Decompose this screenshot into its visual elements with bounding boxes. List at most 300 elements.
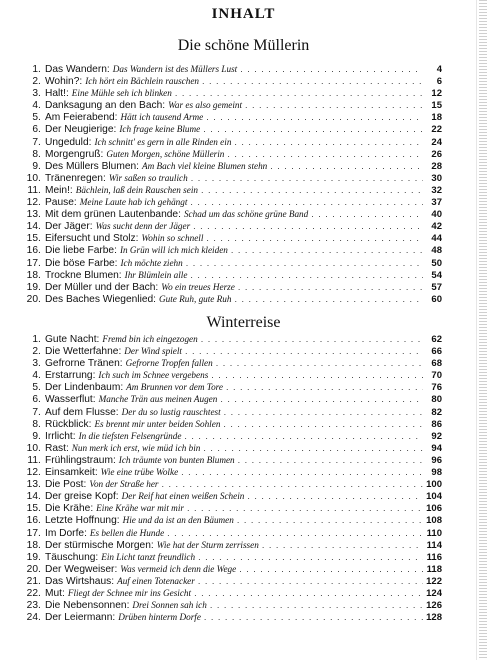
toc-list-schoene-muellerin: [22, 63, 442, 305]
toc-entry: [22, 220, 442, 232]
dot-leader: [175, 87, 423, 99]
title-separator: :: [92, 370, 96, 382]
number-period: .: [38, 88, 41, 100]
toc-entry-page-number: 4: [436, 64, 442, 75]
toc-entry-title: Das Wirtshaus: [45, 575, 112, 587]
toc-entry-title: Der greise Kopf: [45, 491, 116, 503]
dot-leader: [220, 393, 423, 405]
number-period: .: [38, 64, 41, 75]
number-period: .: [38, 209, 41, 221]
toc-entry-first-line: Am Brunnen vor dem Tore: [126, 382, 223, 393]
number-period: .: [38, 124, 41, 136]
dot-leader: [238, 454, 423, 466]
number-period: .: [38, 442, 41, 454]
title-separator: :: [72, 430, 76, 442]
title-separator: :: [126, 600, 130, 612]
dot-leader: [227, 148, 423, 160]
number-period: .: [38, 551, 41, 563]
toc-entry-title: Die liebe Farbe: [45, 245, 115, 257]
toc-entry-first-line: Es bellen die Hunde: [89, 527, 165, 538]
toc-entry-number: 11: [27, 454, 38, 466]
toc-entry-first-line: Drüben hinterm Dorfe: [118, 612, 201, 623]
toc-entry: [22, 430, 442, 442]
dot-leader: [204, 611, 423, 623]
toc-entry-page-number: 42: [431, 221, 442, 233]
toc-entry-first-line: Am Bach viel kleine Blumen stehn: [142, 160, 268, 171]
title-separator: :: [116, 515, 120, 527]
title-separator: :: [112, 454, 116, 466]
toc-entry-page-number: 57: [431, 281, 442, 293]
title-separator: :: [96, 334, 100, 345]
toc-entry-page-number: 82: [431, 406, 442, 418]
toc-entry-first-line: Ich frage keine Blume: [119, 124, 201, 135]
title-separator: :: [94, 467, 98, 479]
toc-entry: [22, 527, 442, 539]
toc-entry-title: Wasserflut: [45, 394, 93, 406]
toc-entry-page-number: 116: [426, 551, 442, 563]
toc-entry: [22, 136, 442, 148]
title-separator: :: [118, 269, 122, 281]
toc-entry-title: Am Feierabend: [45, 112, 115, 124]
dot-leader: [187, 502, 423, 514]
toc-entry-title: Letzte Hoffnung: [45, 515, 117, 527]
toc-entry-page-number: 62: [431, 334, 442, 345]
toc-entry-title: Des Müllers Blumen: [45, 160, 137, 172]
toc-entry-first-line: Ich schnitt' es gern in alle Rinden ein: [94, 136, 232, 147]
toc-entry-title: Auf dem Flusse: [45, 406, 116, 418]
toc-entry-number: 12: [26, 197, 38, 209]
toc-entry-number: 2: [32, 346, 38, 358]
number-period: .: [38, 281, 41, 293]
toc-entry-first-line: Wie eine trübe Wolke: [100, 467, 179, 478]
toc-entry-title: Täuschung: [45, 551, 96, 563]
dot-leader: [240, 63, 423, 75]
toc-entry: [22, 184, 442, 196]
title-separator: :: [102, 172, 106, 184]
toc-entry-page-number: 68: [431, 358, 442, 370]
toc-entry-first-line: Was sucht denn der Jäger: [95, 221, 191, 232]
dot-leader: [210, 599, 423, 611]
dot-leader: [206, 111, 423, 123]
toc-entry-page-number: 6: [436, 76, 442, 88]
toc-entry: [22, 539, 442, 551]
number-period: .: [38, 418, 41, 430]
toc-entry: [22, 232, 442, 244]
toc-entry-title: Die Wetterfahne: [45, 346, 119, 358]
document-title: INHALT: [211, 6, 276, 22]
toc-entry-page-number: 54: [431, 269, 442, 281]
toc-entry-page-number: 104: [426, 491, 442, 503]
toc-entry-page-number: 26: [431, 148, 442, 160]
toc-entry-title: Gute Nacht: [45, 334, 97, 345]
toc-entry-first-line: War es also gemeint: [168, 100, 243, 111]
toc-entry-number: 24: [26, 612, 38, 624]
toc-entry: [22, 575, 442, 587]
toc-entry-first-line: Manche Trän aus meinen Augen: [98, 394, 218, 405]
toc-entry-page-number: 66: [431, 346, 442, 358]
number-period: .: [38, 293, 41, 305]
toc-entry-first-line: Meine Laute hab ich gehängt: [79, 197, 188, 208]
title-separator: :: [136, 160, 139, 172]
toc-entry-first-line: Gute Ruh, gute Ruh: [159, 293, 232, 304]
toc-entry-number: 4: [32, 100, 38, 112]
toc-entry: [22, 148, 442, 160]
number-period: .: [38, 515, 41, 527]
toc-entry: [22, 599, 442, 611]
toc-entry: [22, 587, 442, 599]
toc-entry: [22, 333, 442, 345]
toc-entry-first-line: Drei Sonnen sah ich: [132, 600, 207, 611]
toc-entry-title: Wohin?: [45, 76, 80, 88]
toc-entry-page-number: 30: [431, 172, 442, 184]
toc-entry-page-number: 18: [431, 112, 442, 124]
dot-leader: [311, 208, 423, 220]
toc-entry: [22, 281, 442, 293]
toc-entry: [22, 87, 442, 99]
toc-entry: [22, 172, 442, 184]
dot-leader: [186, 257, 423, 269]
number-period: .: [38, 245, 41, 257]
toc-entry-page-number: 92: [431, 430, 442, 442]
dot-leader: [191, 172, 423, 184]
toc-entry-number: 13: [26, 209, 38, 221]
toc-entry: [22, 478, 442, 490]
toc-entry-first-line: In die tiefsten Felsengründe: [78, 430, 182, 441]
dot-leader: [202, 75, 423, 87]
toc-entry: [22, 293, 442, 305]
toc-entry-first-line: Es brennt mir unter beiden Sohlen: [94, 418, 221, 429]
toc-entry-page-number: 22: [431, 124, 442, 136]
dot-leader: [203, 442, 423, 454]
number-period: .: [38, 539, 41, 551]
toc-entry-number: 9: [32, 160, 38, 172]
title-separator: :: [92, 394, 96, 406]
dot-leader: [203, 123, 423, 135]
title-separator: :: [73, 197, 77, 209]
number-period: .: [38, 563, 41, 575]
toc-entry-page-number: 98: [431, 467, 442, 479]
dot-leader: [184, 430, 423, 442]
title-separator: :: [119, 358, 123, 370]
toc-entry: [22, 357, 442, 369]
toc-entry-number: 8: [32, 148, 38, 160]
toc-entry-page-number: 28: [431, 160, 442, 172]
title-separator: :: [113, 124, 117, 136]
toc-entry-title: Morgengruß: [45, 148, 101, 160]
toc-entry-page-number: 44: [431, 233, 442, 245]
toc-entry-title: Mut: [45, 587, 62, 599]
toc-entry-page-number: 60: [431, 293, 442, 305]
toc-entry-first-line: Nun merk ich erst, wie müd ich bin: [71, 442, 201, 453]
toc-entry-page-number: 128: [426, 612, 442, 624]
toc-entry-number: 13: [26, 479, 38, 491]
title-separator: :: [114, 563, 118, 575]
toc-entry-title: Die böse Farbe: [45, 257, 115, 269]
toc-entry-page-number: 122: [426, 575, 442, 587]
number-period: .: [38, 112, 41, 124]
toc-entry: [22, 111, 442, 123]
toc-entry-page-number: 40: [431, 209, 442, 221]
toc-entry-number: 14: [26, 221, 38, 233]
toc-entry-number: 4: [32, 370, 38, 382]
number-period: .: [38, 221, 41, 233]
toc-entry-first-line: Auf einen Totenacker: [117, 575, 195, 586]
toc-entry-page-number: 110: [426, 527, 442, 539]
number-period: .: [38, 346, 41, 358]
toc-entry-number: 1: [32, 334, 38, 345]
toc-entry-number: 18: [26, 539, 38, 551]
dot-leader: [262, 539, 423, 551]
number-period: .: [38, 269, 41, 281]
title-separator: :: [89, 221, 93, 233]
toc-entry: [22, 381, 442, 393]
toc-entry: [22, 563, 442, 575]
toc-entry-number: 2: [32, 76, 38, 88]
toc-entry-first-line: Schad um das schöne grüne Band: [183, 209, 309, 220]
toc-entry: [22, 406, 442, 418]
toc-entry-first-line: Ich such im Schnee vergebens: [98, 370, 209, 381]
dot-leader: [198, 551, 423, 563]
toc-entry-page-number: 118: [426, 563, 442, 575]
toc-entry: [22, 442, 442, 454]
toc-entry-title: Der Jäger: [45, 221, 90, 233]
toc-entry-title: Der stürmische Morgen: [45, 539, 151, 551]
toc-entry-title: Der Wegweiser: [45, 563, 115, 575]
toc-entry-title: Ungeduld: [45, 136, 89, 148]
title-separator: :: [61, 587, 65, 599]
dot-leader: [238, 281, 423, 293]
toc-entry: [22, 257, 442, 269]
toc-entry-title: Die Nebensonnen: [45, 600, 127, 612]
number-period: .: [38, 160, 41, 172]
number-period: .: [38, 370, 41, 382]
toc-entry-page-number: 114: [426, 539, 442, 551]
toc-entry-first-line: Gefrorne Tropfen fallen: [125, 358, 213, 369]
title-separator: :: [88, 418, 92, 430]
toc-entry-first-line: Von der Straße her: [89, 479, 159, 490]
toc-entry-number: 6: [32, 124, 38, 136]
toc-entry-page-number: 76: [431, 382, 442, 394]
toc-entry-first-line: Das Wandern ist des Müllers Lust: [112, 64, 238, 74]
number-period: .: [38, 587, 41, 599]
toc-entry-number: 3: [32, 88, 38, 100]
number-period: .: [38, 600, 41, 612]
toc-entry-page-number: 50: [431, 257, 442, 269]
toc-entry: [22, 196, 442, 208]
toc-entry: [22, 490, 442, 502]
title-separator: :: [114, 112, 118, 124]
number-period: .: [38, 136, 41, 148]
toc-entry-title: Irrlicht: [45, 430, 73, 442]
dot-leader: [270, 160, 423, 172]
dot-leader: [247, 490, 423, 502]
toc-entry-page-number: 37: [431, 197, 442, 209]
dot-leader: [226, 381, 423, 393]
dot-leader: [224, 406, 423, 418]
dot-leader: [190, 269, 423, 281]
title-separator: :: [88, 136, 92, 148]
dot-leader: [237, 514, 423, 526]
toc-entry-number: 16: [26, 245, 38, 257]
toc-entry: [22, 160, 442, 172]
toc-entry-first-line: Ich träumte von bunten Blumen: [118, 454, 235, 465]
toc-entry: [22, 393, 442, 405]
toc-entry-first-line: Eine Krähe war mit mir: [96, 503, 184, 514]
title-separator: :: [162, 100, 166, 112]
dot-leader: [211, 369, 423, 381]
toc-entry-first-line: Ihr Blümlein alle: [124, 269, 188, 280]
toc-entry: [22, 63, 442, 75]
title-separator: :: [106, 64, 110, 75]
dot-leader: [162, 478, 423, 490]
toc-entry-page-number: 86: [431, 418, 442, 430]
toc-entry-page-number: 15: [431, 100, 442, 112]
toc-entry: [22, 514, 442, 526]
toc-entry-title: Die Post: [45, 479, 84, 491]
dot-leader: [234, 136, 423, 148]
toc-entry: [22, 611, 442, 623]
title-separator: :: [112, 612, 116, 624]
number-period: .: [38, 467, 41, 479]
dot-leader: [234, 293, 423, 305]
dot-leader: [223, 418, 423, 430]
number-period: .: [38, 454, 41, 466]
dot-leader: [201, 333, 423, 345]
toc-entry-number: 19: [26, 551, 38, 563]
toc-entry-page-number: 100: [426, 479, 442, 491]
title-separator: :: [153, 293, 157, 305]
section-title-schoene-muellerin: Die schöne Müllerin: [177, 37, 310, 54]
title-separator: :: [65, 442, 69, 454]
toc-entry-title: Der Müller und der Bach: [45, 281, 156, 293]
dot-leader: [239, 563, 423, 575]
toc-entry-first-line: Eine Mühle seh ich blinken: [71, 88, 172, 99]
number-period: .: [38, 257, 41, 269]
toc-entry: [22, 75, 442, 87]
toc-entry-title: Danksagung an den Bach: [45, 100, 163, 112]
title-separator: :: [79, 76, 83, 88]
number-period: .: [38, 527, 41, 539]
toc-entry-number: 7: [32, 136, 38, 148]
number-period: .: [38, 575, 41, 587]
toc-entry-number: 17: [26, 257, 38, 269]
title-separator: :: [150, 539, 154, 551]
toc-entry-first-line: Guten Morgen, schöne Müllerin: [106, 148, 225, 159]
toc-entry-number: 23: [26, 600, 38, 612]
title-separator: :: [118, 346, 122, 358]
toc-entry-first-line: Wohin so schnell: [141, 233, 204, 244]
number-period: .: [38, 197, 41, 209]
title-separator: :: [65, 88, 69, 100]
toc-entry-number: 15: [26, 233, 38, 245]
number-period: .: [38, 503, 41, 515]
toc-entry-first-line: Ich hört ein Bächlein rauschen: [85, 76, 199, 87]
toc-entry-first-line: Fliegt der Schnee mir ins Gesicht: [67, 587, 192, 598]
title-separator: :: [120, 382, 124, 394]
toc-entry-page-number: 94: [431, 442, 442, 454]
title-separator: :: [69, 184, 73, 196]
dot-leader: [198, 575, 423, 587]
dot-leader: [194, 587, 423, 599]
number-period: .: [38, 100, 41, 112]
number-period: .: [38, 184, 41, 196]
toc-entry-number: 5: [32, 112, 38, 124]
dot-leader: [201, 184, 423, 196]
toc-entry-number: 1: [32, 64, 38, 75]
toc-entry: [22, 369, 442, 381]
dot-leader: [193, 220, 423, 232]
toc-entry: [22, 345, 442, 357]
toc-entry-first-line: Ein Licht tanzt freundlich: [101, 551, 196, 562]
toc-entry-title: Pause: [45, 197, 74, 209]
toc-entry: [22, 244, 442, 256]
toc-entry-page-number: 108: [426, 515, 442, 527]
toc-entry-first-line: Bächlein, laß dein Rauschen sein: [75, 184, 198, 195]
toc-entry-page-number: 96: [431, 454, 442, 466]
title-separator: :: [115, 406, 119, 418]
dot-leader: [231, 244, 423, 256]
toc-entry-number: 8: [32, 418, 38, 430]
toc-entry-title: Der Lindenbaum: [45, 382, 121, 394]
toc-entry-page-number: 124: [426, 587, 442, 599]
toc-entry: [22, 466, 442, 478]
toc-entry-first-line: Fremd bin ich eingezogen: [102, 334, 198, 344]
toc-entry-page-number: 32: [431, 184, 442, 196]
title-separator: :: [114, 257, 118, 269]
toc-entry-page-number: 70: [431, 370, 442, 382]
toc-entry-number: 7: [32, 406, 38, 418]
toc-entry-first-line: In Grün will ich mich kleiden: [119, 245, 228, 256]
toc-entry-number: 20: [26, 293, 38, 305]
toc-entry-number: 10: [26, 172, 38, 184]
toc-entry-number: 12: [26, 467, 38, 479]
toc-entry-page-number: 126: [426, 600, 442, 612]
title-separator: :: [95, 551, 99, 563]
title-separator: :: [84, 527, 87, 539]
dot-leader: [181, 466, 423, 478]
toc-entry-page-number: 80: [431, 394, 442, 406]
number-period: .: [38, 358, 41, 370]
dot-leader: [206, 232, 423, 244]
number-period: .: [38, 148, 41, 160]
toc-entry: [22, 551, 442, 563]
number-period: .: [38, 334, 41, 345]
toc-entry-title: Mit dem grünen Lautenbande: [45, 209, 179, 221]
toc-entry-number: 20: [26, 563, 38, 575]
title-separator: :: [155, 281, 159, 293]
toc-entry-title: Eifersucht und Stolz: [45, 233, 136, 245]
toc-entry-title: Des Baches Wiegenlied: [45, 293, 154, 305]
number-period: .: [38, 430, 41, 442]
toc-entry-title: Gefrorne Tränen: [45, 358, 120, 370]
number-period: .: [38, 491, 41, 503]
toc-entry-title: Trockne Blumen: [45, 269, 119, 281]
title-separator: :: [83, 479, 87, 491]
toc-entry: [22, 123, 442, 135]
toc-entry-title: Im Dorfe: [45, 527, 85, 539]
toc-entry-number: 19: [26, 281, 38, 293]
toc-entry-title: Frühlingstraum: [45, 454, 113, 466]
toc-entry-first-line: Ich möchte ziehn: [120, 257, 183, 268]
number-period: .: [38, 612, 41, 624]
number-period: .: [38, 479, 41, 491]
toc-entry-number: 17: [26, 527, 38, 539]
toc-entry-page-number: 106: [426, 503, 442, 515]
toc-entry-number: 3: [32, 358, 38, 370]
dot-leader: [190, 196, 423, 208]
number-period: .: [38, 406, 41, 418]
toc-entry-title: Tränenregen: [45, 172, 103, 184]
